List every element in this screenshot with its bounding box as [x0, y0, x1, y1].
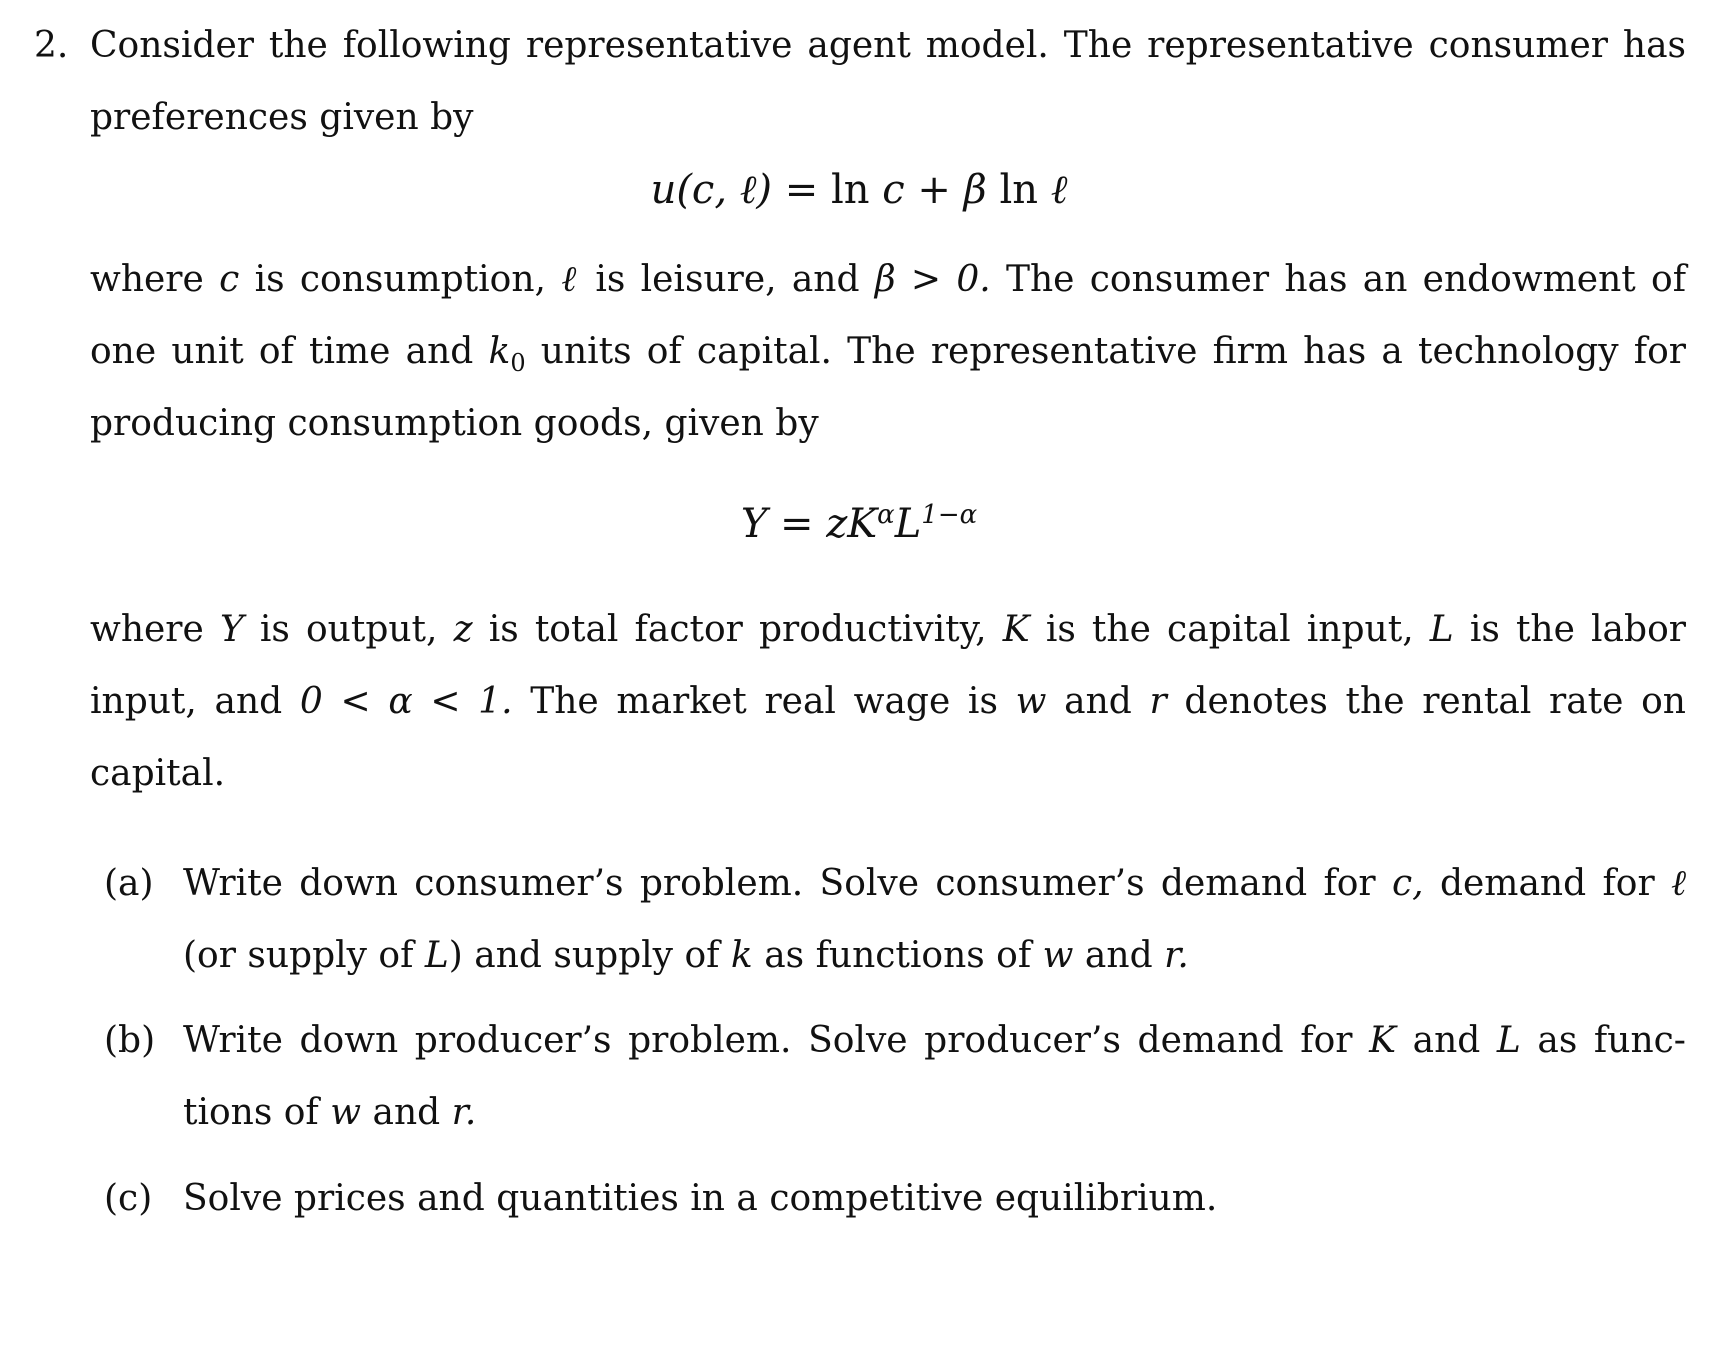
- math-r: r.: [451, 1092, 477, 1133]
- firm-line-1: [90, 609, 1686, 672]
- production-L: L: [894, 501, 922, 547]
- math-r: r: [1149, 681, 1167, 722]
- text-segment: and: [372, 1092, 441, 1133]
- text-segment: is leisure, and: [595, 259, 860, 300]
- utility-equals: =: [784, 167, 819, 213]
- math-k: k: [488, 331, 511, 372]
- text-segment: as func-: [1537, 1020, 1686, 1061]
- consumer-line-3: producing consumption goods, given by: [90, 403, 819, 444]
- part-a-line-1: [183, 863, 1687, 926]
- intro-line-1: Consider the following representative agent model. The representative consumer has: [90, 25, 1686, 66]
- production-Y: Y: [740, 501, 768, 547]
- text-segment: and: [1064, 681, 1132, 722]
- utility-equation: [0, 167, 1718, 213]
- math-k: k: [730, 935, 753, 976]
- text-segment: The consumer has an endowment of: [1005, 259, 1687, 300]
- production-equation: [0, 500, 1718, 547]
- text-segment: Write down producer’s problem. Solve producer’s demand for: [183, 1020, 1353, 1061]
- math-L: L: [424, 935, 449, 976]
- math-w: w: [1042, 935, 1074, 976]
- part-b-label: (b): [104, 1020, 156, 1061]
- production-K: K: [847, 501, 878, 547]
- text-segment: demand for: [1439, 863, 1655, 904]
- math-Y: Y: [219, 609, 244, 650]
- math-w: w: [330, 1092, 362, 1133]
- part-b-line-2: [183, 1092, 1686, 1155]
- part-a-line-2: [183, 935, 1686, 998]
- text-segment: denotes the rental rate on: [1184, 681, 1686, 722]
- text-segment: is consumption,: [254, 259, 546, 300]
- text-segment: is the labor: [1469, 609, 1686, 650]
- part-b-line-1: [183, 1020, 1686, 1083]
- text-segment: is total factor productivity,: [488, 609, 987, 650]
- math-z: z: [453, 609, 473, 650]
- math-k0: [488, 331, 526, 377]
- firm-line-2: [90, 681, 1686, 744]
- part-c-line-1: Solve prices and quantities in a competitive equilibrium.: [183, 1178, 1218, 1219]
- math-K: K: [1369, 1020, 1397, 1061]
- part-c-label: (c): [104, 1178, 153, 1219]
- math-K: K: [1002, 609, 1030, 650]
- math-r: r.: [1164, 935, 1189, 976]
- math-w: w: [1015, 681, 1047, 722]
- text-segment: and: [1412, 1020, 1481, 1061]
- utility-ell: ℓ: [1050, 167, 1068, 213]
- text-segment: as functions of: [764, 935, 1032, 976]
- utility-lhs: u(c, ℓ): [650, 167, 773, 213]
- text-segment: input, and: [90, 681, 283, 722]
- math-subscript: 0: [510, 349, 526, 377]
- text-segment: where: [90, 259, 204, 300]
- math-c: c: [219, 259, 240, 300]
- text-segment: (or supply of: [183, 935, 414, 976]
- production-L-exp: 1−α: [921, 500, 978, 530]
- firm-line-3: capital.: [90, 753, 226, 794]
- intro-line-2: preferences given by: [90, 97, 474, 138]
- text-segment: and: [1084, 935, 1153, 976]
- math-ell: ℓ: [561, 259, 581, 300]
- text-segment: is output,: [259, 609, 438, 650]
- utility-plus: +: [917, 167, 951, 213]
- text-segment: where: [90, 609, 204, 650]
- part-a-label: (a): [104, 863, 154, 904]
- math-alpha-condition: 0 < α < 1.: [299, 681, 513, 722]
- utility-ln-1: ln: [830, 167, 870, 213]
- math-c: c,: [1392, 863, 1424, 904]
- utility-c: c: [882, 167, 905, 213]
- problem-number: 2.: [34, 25, 69, 66]
- math-L: L: [1429, 609, 1454, 650]
- math-L: L: [1496, 1020, 1521, 1061]
- text-segment: Write down consumer’s problem. Solve consumer’s demand for: [183, 863, 1376, 904]
- consumer-line-1: [90, 259, 1687, 322]
- text-segment: is the capital input,: [1045, 609, 1414, 650]
- math-ell: ℓ: [1671, 863, 1687, 904]
- text-segment: one unit of time and: [90, 331, 474, 372]
- utility-ln-2: ln: [999, 167, 1039, 213]
- consumer-line-2: [90, 331, 1686, 394]
- utility-beta: β: [963, 167, 987, 213]
- production-z: z: [826, 501, 848, 547]
- text-segment: ) and supply of: [448, 935, 720, 976]
- math-beta-condition: β > 0.: [874, 259, 991, 300]
- text-segment: The market real wage is: [530, 681, 998, 722]
- text-segment: tions of: [183, 1092, 319, 1133]
- production-equals: =: [779, 501, 814, 547]
- production-alpha-exp: α: [877, 500, 895, 530]
- text-segment: units of capital. The representative firm has a technology for: [540, 331, 1686, 372]
